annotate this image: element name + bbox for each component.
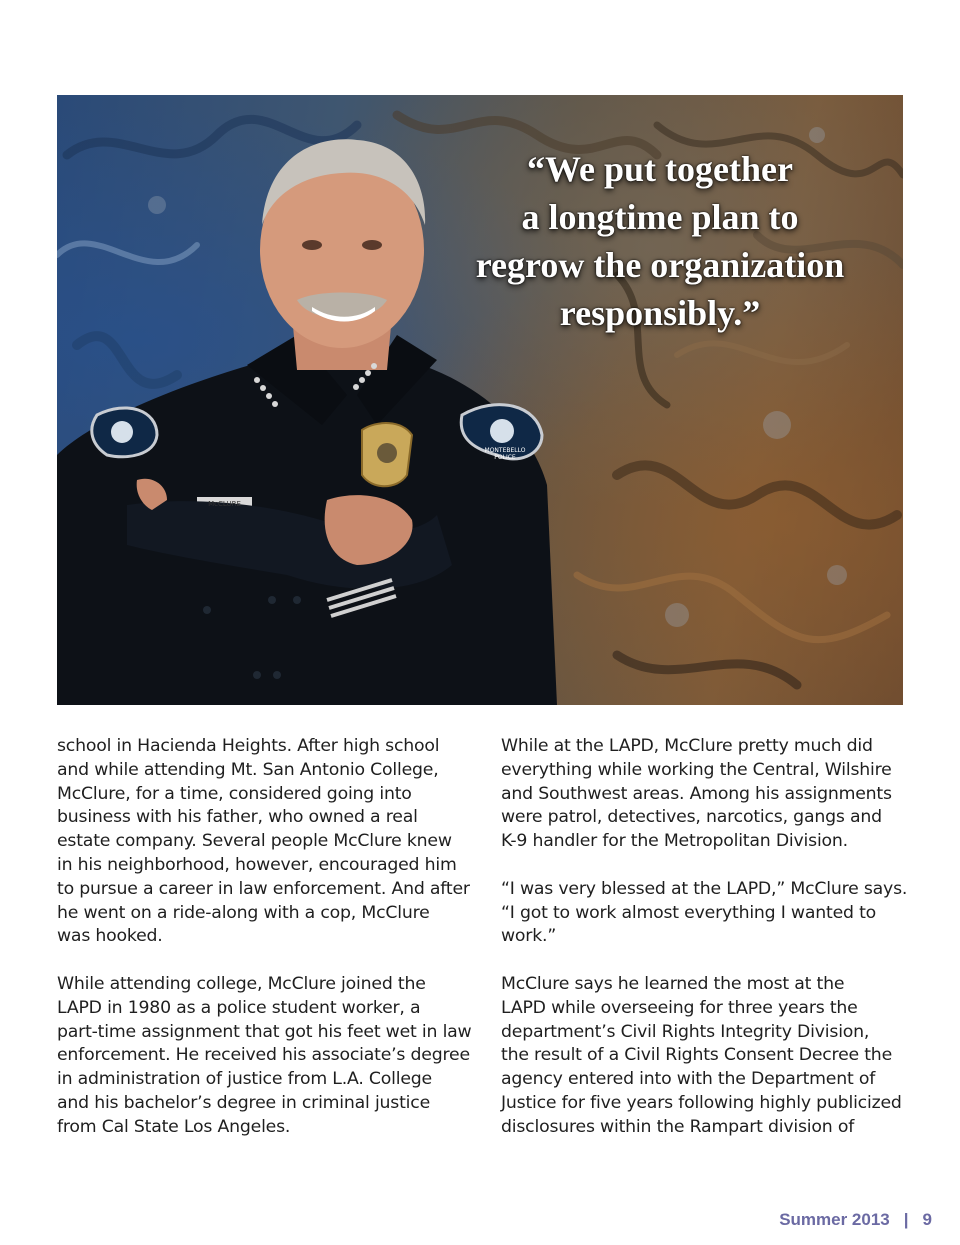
- text-line: While at the LAPD, McClure pretty much did: [501, 736, 873, 756]
- text-line: from Cal State Los Angeles.: [57, 1116, 291, 1137]
- feature-photo: [57, 95, 903, 705]
- text-line: to pursue a career in law enforcement. And after: [57, 878, 470, 899]
- shoulder-patch: [460, 447, 550, 461]
- text-line: “I was very blessed at the LAPD,” McClure says.: [501, 878, 908, 899]
- text-line: Justice for five years following highly publicized: [501, 1092, 902, 1113]
- text-line: the result of a Civil Rights Consent Decree the: [501, 1045, 892, 1066]
- text-line: school in Hacienda Heights. After high school: [57, 736, 440, 756]
- text-line: agency entered into with the Department of: [501, 1069, 876, 1090]
- paragraph: [501, 973, 911, 1140]
- pull-quote-line: a longtime plan to: [521, 197, 799, 237]
- page-number: 9: [922, 1210, 932, 1229]
- text-line: everything while working the Central, Wilshire: [501, 759, 892, 780]
- text-line: and his bachelor’s degree in criminal justice: [57, 1092, 431, 1113]
- page-footer: [779, 1210, 932, 1230]
- text-line: “I got to work almost everything I wanted to: [501, 902, 877, 923]
- left-column: [57, 735, 472, 1163]
- pull-quote-line: “We put together: [527, 149, 793, 189]
- text-line: in his neighborhood, however, encouraged him: [57, 854, 457, 875]
- paragraph: [501, 735, 911, 854]
- text-line: McClure, for a time, considered going into: [57, 783, 412, 804]
- text-line: LAPD in 1980 as a police student worker, a: [57, 997, 421, 1018]
- text-line: estate company. Several people McClure knew: [57, 831, 452, 852]
- paragraph: [57, 973, 472, 1140]
- text-line: part-time assignment that got his feet wet in law: [57, 1021, 472, 1042]
- pull-quote-line: regrow the organization: [475, 245, 845, 285]
- pull-quote-line: responsibly.”: [559, 293, 761, 333]
- footer-separator: |: [903, 1210, 909, 1229]
- pull-quote: [440, 145, 880, 337]
- text-line: and while attending Mt. San Antonio College,: [57, 759, 439, 780]
- text-line: enforcement. He received his associate’s degree: [57, 1045, 470, 1066]
- patch-text: MONTEBELLO: [484, 447, 526, 454]
- patch-sub-text: POLICE: [494, 454, 516, 461]
- paragraph: [57, 735, 470, 949]
- text-line: he went on a ride-along with a cop, McClure: [57, 902, 430, 923]
- name-tag-text: McCLURE: [208, 500, 241, 508]
- paragraph: [501, 878, 911, 949]
- text-line: work.”: [501, 926, 557, 947]
- text-line: department’s Civil Rights Integrity Division,: [501, 1021, 870, 1042]
- text-line: LAPD while overseeing for three years the: [501, 997, 858, 1018]
- right-column: [501, 735, 911, 1163]
- text-line: business with his father, who owned a real: [57, 807, 418, 828]
- text-line: disclosures within the Rampart division of: [501, 1116, 855, 1137]
- text-line: was hooked.: [57, 926, 163, 947]
- text-line: McClure says he learned the most at the: [501, 973, 845, 994]
- text-line: and Southwest areas. Among his assignments: [501, 783, 892, 804]
- text-line: were patrol, detectives, narcotics, gangs and: [501, 807, 882, 828]
- issue-label: Summer 2013: [779, 1210, 890, 1229]
- text-line: K-9 handler for the Metropolitan Division.: [501, 831, 848, 852]
- text-line: in administration of justice from L.A. College: [57, 1069, 432, 1090]
- text-line: While attending college, McClure joined the: [57, 973, 426, 994]
- name-tag: [197, 497, 252, 511]
